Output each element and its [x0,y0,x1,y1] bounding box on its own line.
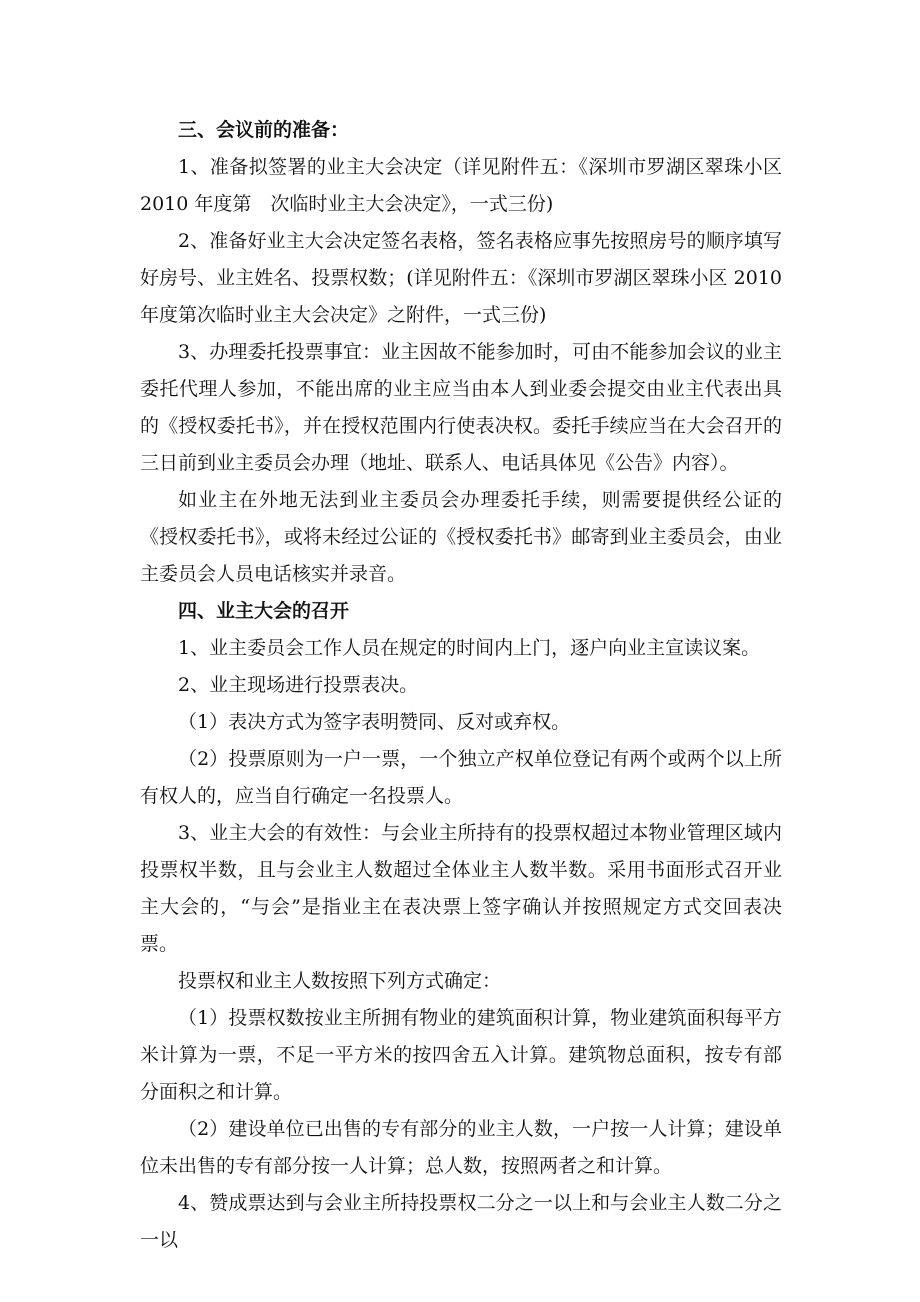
paragraph: （1）投票权数按业主所拥有物业的建筑面积计算，物业建筑面积每平方米计算为一票，不足一平方米的按四舍五入计算。建筑物总面积，按专有部分面积之和计算。 [140,1007,782,1103]
paragraph: 如业主在外地无法到业主委员会办理委托手续，则需要提供经公证的《授权委托书》，或将未经过公证的《授权委托书》邮寄到业主委员会，由业主委员会人员电话核实并录音。 [140,489,782,585]
paragraph: 1、准备拟签署的业主大会决定（详见附件五：《深圳市罗湖区翠珠小区 2010 年度第 次临时业主大会决定》，一式三份) [140,156,782,215]
section-heading-preparation: 三、会议前的准备： [178,119,350,141]
paragraph: 2、业主现场进行投票表决。 [178,674,419,696]
document-body [140,112,782,1259]
paragraph: 3、业主大会的有效性：与会业主所持有的投票权超过本物业管理区域内投票权半数，且与会业主人数超过全体业主人数半数。采用书面形式召开业主大会的，“与会”是指业主在表决票上签字确认并按照规定方式交回表决票。 [140,822,782,955]
paragraph: 投票权和业主人数按照下列方式确定： [178,970,502,992]
paragraph: 4、赞成票达到与会业主所持投票权二分之一以上和与会业主人数二分之一以 [140,1192,782,1251]
paragraph: 2、准备好业主大会决定签名表格，签名表格应事先按照房号的顺序填写好房号、业主姓名、投票权数；(详见附件五：《深圳市罗湖区翠珠小区 2010 年度第次临时业主大会决定》之附件，一式三份) [140,230,782,326]
section-heading-meeting: 四、业主大会的召开 [178,600,350,622]
paragraph: 3、办理委托投票事宜：业主因故不能参加时，可由不能参加会议的业主委托代理人参加，不能出席的业主应当由本人到业委会提交由业主代表出具的《授权委托书》，并在授权范围内行使表决权。委托手续应当在大会召开的三日前到业主委员会办理（地址、联系人、电话具体见《公告》内容）。 [140,341,782,474]
paragraph: （1）表决方式为签字表明赞同、反对或弃权。 [178,711,571,733]
paragraph: （2）建设单位已出售的专有部分的业主人数，一户按一人计算；建设单位未出售的专有部分按一人计算；总人数，按照两者之和计算。 [140,1118,782,1177]
paragraph: （2）投票原则为一户一票，一个独立产权单位登记有两个或两个以上所有权人的，应当自行确定一名投票人。 [140,748,782,807]
paragraph: 1、业主委员会工作人员在规定的时间内上门，逐户向业主宣读议案。 [178,637,761,659]
